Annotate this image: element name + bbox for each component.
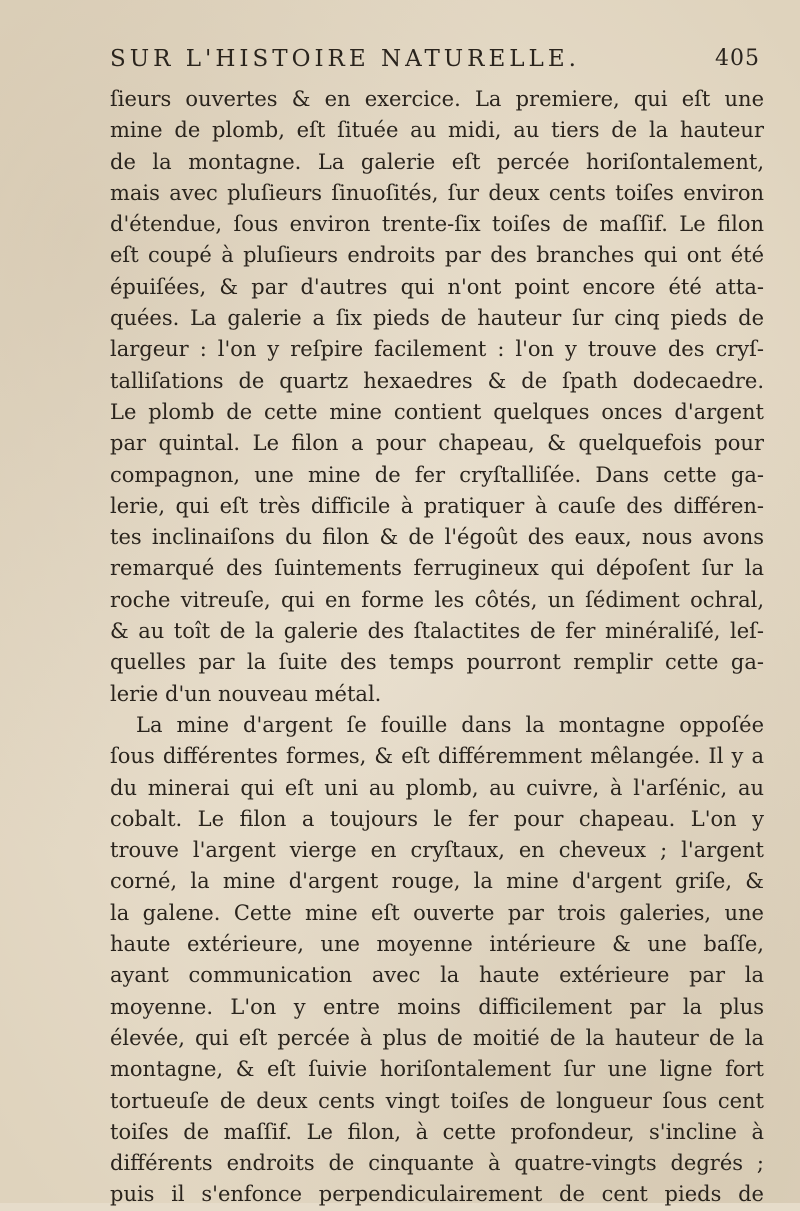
text-line: remarqué des ſuintements ferrugineux qui dépoſent ſur la — [110, 556, 764, 581]
page-number: 405 — [715, 46, 760, 71]
text-line: différents endroits de cinquante à quatre-vingts degrés ; — [110, 1151, 764, 1176]
text-line: haute extérieure, une moyenne intérieure & une baſſe, — [110, 932, 764, 957]
text-line: ſieurs ouvertes & en exercice. La premiere, qui eſt une — [110, 87, 764, 111]
text-line: la galene. Cette mine eſt ouverte par trois galeries, une — [110, 900, 764, 925]
text-line: & au toît de la galerie des ſtalactites de fer minéraliſé, leſ- — [110, 619, 764, 644]
text-line: épuiſées, & par d'autres qui n'ont point encore été atta- — [110, 274, 764, 299]
paragraph-start-line: La mine d'argent ſe fouille dans la montagne oppoſée — [136, 712, 764, 737]
text-line: compagnon, une mine de fer cryſtalliſée. Dans cette ga- — [110, 462, 764, 487]
text-line: corné, la mine d'argent rouge, la mine d'argent griſe, & — [110, 869, 764, 894]
text-line: par quintal. Le filon a pour chapeau, & quelquefois pour — [110, 431, 764, 456]
text-line: roche vitreuſe, qui en forme les côtés, un ſédiment ochral, — [110, 587, 764, 612]
text-line: quelles par la ſuite des temps pourront remplir cette ga- — [110, 650, 764, 675]
text-line: lerie, qui eſt très difficile à pratiquer à cauſe des différen- — [110, 493, 764, 518]
text-line: eſt coupé à pluſieurs endroits par des branches qui ont été — [110, 243, 764, 268]
text-line: talliſations de quartz hexaedres & de ſpath dodecaedre. — [110, 368, 764, 393]
text-line: moyenne. L'on y entre moins difficilement par la plus — [110, 994, 764, 1019]
text-line: mine de plomb, eſt ſituée au midi, au tiers de la hauteur — [110, 118, 764, 143]
text-line: tortueuſe de deux cents vingt toiſes de longueur ſous cent — [110, 1088, 764, 1113]
text-line: du minerai qui eſt uni au plomb, au cuivre, à l'arſénic, au — [110, 775, 764, 800]
text-line: de la montagne. La galerie eſt percée horiſontalement, — [110, 149, 764, 174]
text-line: mais avec pluſieurs ſinuoſités, ſur deux cents toiſes environ — [110, 180, 764, 205]
text-line: Le plomb de cette mine contient quelques onces d'argent — [110, 399, 764, 424]
text-line: quées. La galerie a ſix pieds de hauteur ſur cinq pieds de — [110, 306, 764, 331]
text-line: puis il s'enfonce perpendiculairement de cent pieds de — [110, 1182, 764, 1207]
text-line: toiſes de maſſif. Le filon, à cette profondeur, s'incline à — [110, 1119, 764, 1144]
paragraph-end-line: lerie d'un nouveau métal. — [110, 681, 382, 706]
text-line: d'étendue, ſous environ trente-ſix toiſes de maſſif. Le filon — [110, 212, 764, 237]
text-line: tes inclinaiſons du filon & de l'égoût des eaux, nous avons — [110, 525, 764, 550]
running-title: SUR L'HISTOIRE NATURELLE. — [110, 46, 580, 72]
page-header — [110, 46, 760, 82]
text-line: trouve l'argent vierge en cryſtaux, en cheveux ; l'argent — [110, 838, 764, 863]
body-text — [110, 84, 764, 1211]
text-line: largeur : l'on y reſpire facilement : l'on y trouve des cryſ- — [110, 337, 764, 362]
text-line: montagne, & eſt ſuivie horiſontalement ſur une ligne fort — [110, 1057, 764, 1082]
text-line: cobalt. Le filon a toujours le fer pour chapeau. L'on y — [110, 806, 764, 831]
text-line: ayant communication avec la haute extérieure par la — [110, 963, 764, 988]
text-line: ſous différentes formes, & eſt différemment mêlangée. Il y a — [110, 744, 764, 769]
text-line: élevée, qui eſt percée à plus de moitié de la hauteur de la — [110, 1025, 764, 1050]
